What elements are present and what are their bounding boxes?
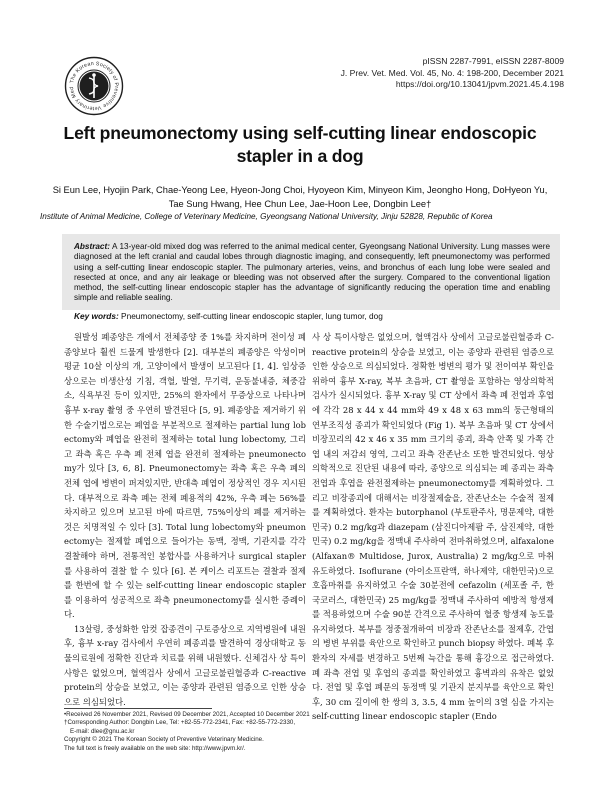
corresponding-author: †Corresponding Author: Dongbin Lee, Tel: +82-55-772-2341, Fax: +82-55-772-2330, (64, 719, 296, 727)
title-line-2: stapler in a dog (236, 146, 364, 166)
running-head (341, 56, 564, 91)
body-column-left (64, 330, 306, 707)
abstract-text: A 13-year-old mixed dog was referred to the animal medical center, Gyeongsang National University. Lung masses were diagnosed at the left cranial and caudal lobes through diagnostic imaging, and consequently, left pneumonectomy was performed using a self-cutting linear endoscopic stapler. The pulmonary arteries, veins, and bronchus of each lung lobe were sealed and resected at once, and any air leakage or bleeding was not observed after the surgery. Compared to the conventional ligation method, the self-cutting linear endoscopic stapler has the advantage of significantly reducing the operation time and enabling simple and reliable sealing. (74, 242, 550, 303)
author-list (40, 184, 560, 211)
article-title (40, 122, 560, 168)
footnote (64, 711, 310, 753)
authors-line-2: Tae Sung Hwang, Hee Chun Lee, Jae-Hoon Lee, Dongbin Lee† (168, 198, 432, 209)
issn-line: pISSN 2287-7991, eISSN 2287-8009 (422, 56, 564, 66)
received-dates: •Received 26 November 2021, Revised 09 December 2021, Accepted 10 December 2021 (64, 711, 310, 718)
svg-text:The Korean Society of Preventi: The Korean Society of Preventive Veterinary Med (68, 60, 120, 112)
society-seal-logo (64, 56, 124, 116)
authors-line-1: Si Eun Lee, Hyojin Park, Chae-Yeong Lee, Hyeon-Jong Choi, Hyoyeon Kim, Minyeon Kim, Jeongho Hong, DoHyeon Yu, (52, 185, 548, 195)
fulltext-notice: The full text is freely available on the web site: http://www.jpvm.kr/. (64, 744, 246, 752)
keywords-text: Pneumonectomy, self-cutting linear endoscopic stapler, lung tumor, dog (121, 311, 383, 321)
body-paragraph: 사 상 특이사항은 없었으며, 혈액검사 상에서 고글로불린혈증과 C-reactive protein의 상승을 보였고, 이는 종양과 관련된 염증으로 인한 상승으로 의심되었다. 정확한 병변의 평가 및 전이여부 확인을 위하여 흉부 X-ray, 복부 초음파, CT 촬영을 포함하는 영상의학적 검사가 실시되었다. 흉부 X-ray 및 CT 상에서 좌측 폐 전엽과 후엽에 각각 28 x 44 x 44 mm와 49 x 48 x 63 mm의 둥근형태의 연부조직성 종괴가 확인되었다 (Fig 1). 복부 초음파 및 CT 상에서 비장꼬리의 42 x 46 x 35 mm 크기의 종괴, 좌측 안쪽 및 가쪽 간엽 내의 저감쇠 영역, 그리고 좌측 잔존난소 또한 발견되었다. 영상의학적으로 진단된 내용에 따라, 종양으로 의심되는 폐 종괴는 좌측 전엽과 후엽을 완전절제하는 pneumonectomy를 계획하였다. 그리고 비장종괴에 대해서는 비장절제술을, 잔존난소는 수술적 절제를 계획하였다. 환자는 butorphanol (부토판주사, 명문제약, 대한민국) 0.2 mg/kg과 diazepam (삼진디아제팜 주, 삼진제약, 대한민국) 0.2 mg/kg을 정맥내 주사하여 전마취하였으며, alfaxalone (Alfaxan® Multidose, Jurox, Australia) 2 mg/kg으로 마취 유도하였다. Isoflurane (아이소프란액, 하나제약, 대한민국)으로 호흡마취를 유지하였고 수술 30분전에 cefazolin (세포졸 주, 한국코러스, 대한민국) 25 mg/kg를 정맥내 주사하여 예방적 항생제를 적용하였으며 수술 90분 간격으로 주사하여 혈중 항생제 농도를 유지하였다. 복부를 정중절개하여 비장과 잔존난소를 절제후, 간엽의 병변 부위를 육안으로 확인하고 punch biopsy 하였다. 폐복 후 환자의 자세를 변경하고 5번째 늑간을 통해 흉강으로 접근하였다. 폐 좌측 전엽 및 후엽의 종괴를 확인하였고 흉벽과의 유착은 없었다. 전엽 및 후엽 폐문의 동정맥 및 기관지 분지부를 육안으로 확인 후, 30 cm 길이에 한 쌍의 3, 3.5, 4 mm 높이의 3열 심을 가지는 self-cutting linear endoscopic stapler (Endo (312, 332, 554, 722)
abstract-label: Abstract: (74, 242, 110, 251)
affiliation: Institute of Animal Medicine, College of Veterinary Medicine, Gyeongsang National University, Jinju 52828, Republic of Korea (40, 212, 493, 221)
copyright-notice: Copyright © 2021 The Korean Society of Preventive Veterinary Medicine. (64, 736, 264, 744)
abstract-box (62, 234, 560, 310)
citation-line: J. Prev. Vet. Med. Vol. 45, No. 4: 198-200, December 2021 (340, 67, 564, 78)
doi-link[interactable]: https://doi.org/10.13041/jpvm.2021.45.4.198 (395, 79, 564, 90)
keywords-label: Key words: (74, 311, 119, 321)
body-column-right (312, 330, 554, 782)
body-paragraph: 원발성 폐종양은 개에서 전체종양 중 1%를 차지하며 전이성 폐종양보다 훨씬 드물게 발생한다 [2]. 대부분의 폐종양은 악성이며 평균 10살 이상의 개, 고양이에서 발생이 보고된다 [1, 4]. 임상증상으로는 비생산성 기침, 객혈, 발열, 무기력, 운동불내증, 체중감소, 식욕부진 등이 있지만, 25%의 환자에서 무증상으로 나타나며 흉부 x-ray 촬영 중 우연히 발견된다 [5, 9]. 폐종양을 제거하기 위한 수술기법으로는 폐엽을 부분적으로 절제하는 partial lung lobectomy와 폐엽을 완전히 절제하는 total lung lobectomy, 그리고 좌측 혹은 우측 폐 전체 엽을 완전히 절제하는 pneumonectomy가 있다 [3, 6, 8]. Pneumonectomy는 좌측 혹은 우측 폐의 전체 엽에 병변이 퍼져있지만, 반대측 폐엽이 정상적인 경우 지시된다. 대부적으로 좌측 폐는 전체 폐용적의 42%, 우측 폐는 56%를 차지하고 있으며 보고된 바에 따르면, 75%이상의 폐를 제거하는 것은 치명적일 수 있다 [3]. Total lung lobectomy와 pneumonectomy는 절제할 폐엽으로 들어가는 동맥, 정맥, 기관지를 각각 결찰해야 하며, 전통적인 봉합사를 사용하거나 surgical stapler를 사용하여 결찰 할 수 있다 [6]. 본 케이스 리포트는 결찰과 절제를 한번에 할 수 있는 self-cutting linear endoscopic stapler를 이용하여 성공적으로 좌측 pneumonectomy를 실시한 증례이다. (64, 332, 306, 620)
title-line-1: Left pneumonectomy using self-cutting linear endoscopic (63, 123, 537, 143)
body-paragraph: 13살령, 중성화한 암컷 잡종견이 구토증상으로 지역병원에 내원 후, 흉부 x-ray 검사에서 우연히 폐종괴를 발견하여 경상대학교 동물의료원에 정확한 진단과 치료를 위해 내원했다. 신체검사 상 특이사항은 없었으며, 혈액검사 상에서 고글로불린혈증과 C-reactive protein의 상승을 보였고, 이는 종양과 관련된 염증으로 인한 상승으로 의심되었다. (64, 623, 306, 707)
corresponding-email[interactable]: E-mail: dlee@gnu.ac.kr (70, 727, 135, 735)
footnote-divider (64, 708, 212, 709)
keywords (74, 311, 554, 322)
